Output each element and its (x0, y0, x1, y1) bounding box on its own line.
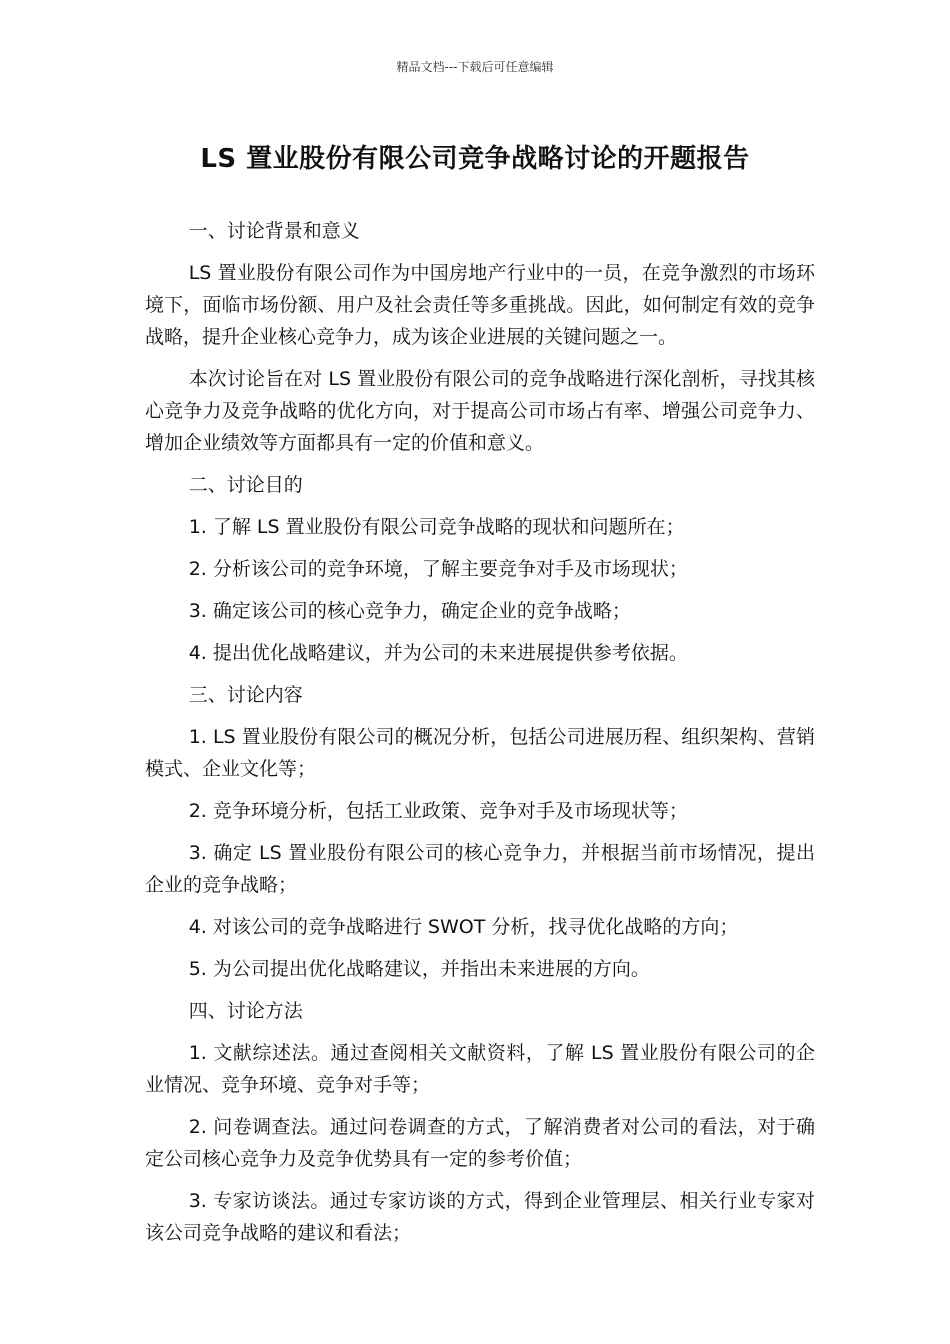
content-item-5: 5. 为公司提出优化战略建议，并指出未来进展的方向。 (188, 958, 650, 980)
objective-item-3: 3. 确定该公司的核心竞争力，确定企业的竞争战略； (188, 600, 631, 622)
section-heading-objectives: 二、讨论目的 (188, 474, 303, 496)
objective-item-4: 4. 提出优化战略建议，并为公司的未来进展提供参考依据。 (188, 642, 688, 664)
document-title: LS 置业股份有限公司竞争战略讨论的开题报告 (200, 144, 750, 174)
method-item-3: 3. 专家访谈法。通过专家访谈的方式，得到企业管理层、相关行业专家对该公司竞争战略的建议和看法； (145, 1190, 815, 1244)
paragraph-background-2: 本次讨论旨在对 LS 置业股份有限公司的竞争战略进行深化剖析，寻找其核心竞争力及竞争战略的优化方向，对于提高公司市场占有率、增强公司竞争力、增加企业绩效等方面都具有一定的价值和意义。 (145, 368, 815, 454)
section-heading-methods: 四、讨论方法 (188, 1000, 303, 1022)
method-item-2: 2. 问卷调查法。通过问卷调查的方式，了解消费者对公司的看法，对于确定公司核心竞争力及竞争优势具有一定的参考价值； (145, 1116, 815, 1170)
section-heading-background: 一、讨论背景和意义 (188, 220, 360, 242)
paragraph-background-1: LS 置业股份有限公司作为中国房地产行业中的一员，在竞争激烈的市场环境下，面临市场份额、用户及社会责任等多重挑战。因此，如何制定有效的竞争战略，提升企业核心竞争力，成为该企业进展的关键问题之一。 (145, 262, 815, 348)
header-note: 精品文档---下载后可任意编辑 (396, 60, 554, 74)
objective-item-1: 1. 了解 LS 置业股份有限公司竞争战略的现状和问题所在； (188, 516, 685, 538)
method-item-1: 1. 文献综述法。通过查阅相关文献资料，了解 LS 置业股份有限公司的企业情况、竞争环境、竞争对手等； (145, 1042, 815, 1096)
content-item-1: 1. LS 置业股份有限公司的概况分析，包括公司进展历程、组织架构、营销模式、企业文化等； (145, 726, 815, 780)
content-item-4: 4. 对该公司的竞争战略进行 SWOT 分析，找寻优化战略的方向； (188, 916, 739, 938)
objective-item-2: 2. 分析该公司的竞争环境，了解主要竞争对手及市场现状； (188, 558, 688, 580)
document-body (145, 215, 815, 1259)
section-heading-content: 三、讨论内容 (188, 684, 303, 706)
content-item-3: 3. 确定 LS 置业股份有限公司的核心竞争力，并根据当前市场情况，提出企业的竞争战略； (145, 842, 815, 896)
content-item-2: 2. 竞争环境分析，包括工业政策、竞争对手及市场现状等； (188, 800, 688, 822)
